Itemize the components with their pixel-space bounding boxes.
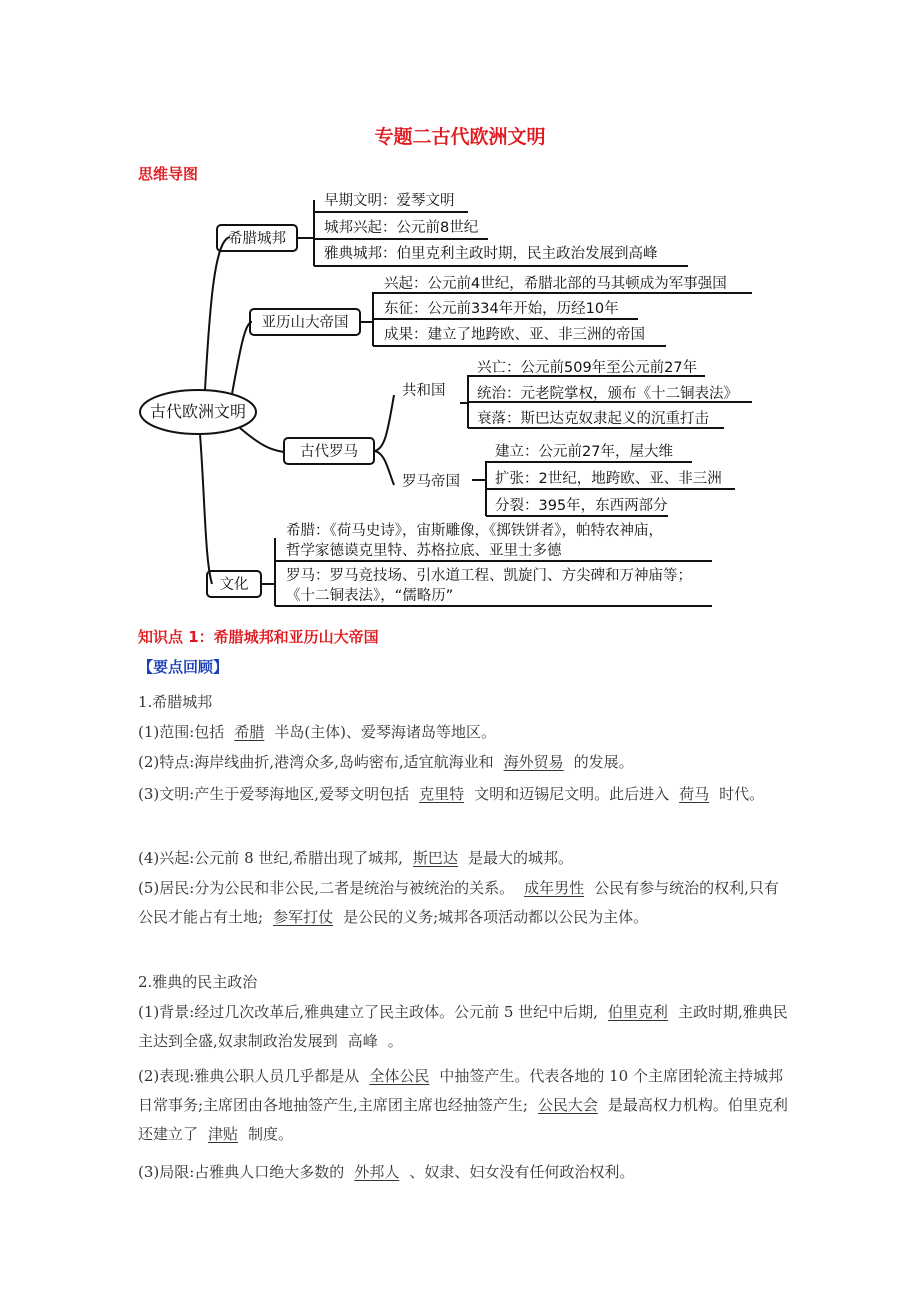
answer-blank: 津贴 bbox=[208, 1125, 239, 1143]
sec2-p2: (2)表现:雅典公职人员几乎都是从 全体公民 中抽签产生。代表各地的 10 个主席团轮流主持城邦日常事务;主席团由各地抽签产生,主席团主席也经抽签产生; 公民大会 是最高权力机构。伯里克利还建立了 津贴 制度。 bbox=[138, 1067, 788, 1143]
mindmap-heading: 思维导图 bbox=[138, 165, 199, 183]
empire-label: 罗马帝国 bbox=[402, 474, 460, 490]
sec2-p1: (1)背景:经过几次改革后,雅典建立了民主政体。公元前 5 世纪中后期, 伯里克利 主政时期,雅典民主达到全盛,奴隶制政治发展到 高峰 。 bbox=[138, 1003, 788, 1050]
empire-item-0: 建立：公元前27年，屋大维 bbox=[495, 444, 673, 460]
sec2-title: 2.雅典的民主政治 bbox=[138, 973, 258, 991]
answer-blank: 全体公民 bbox=[369, 1067, 430, 1085]
conn-alexander bbox=[232, 322, 252, 394]
sec1-p3: (3)文明:产生于爱琴海地区,爱琴文明包括 克里特 文明和迈锡尼文明。此后进入 荷马 时代。 bbox=[138, 785, 765, 803]
sec1-p2: (2)特点:海岸线曲折,港湾众多,岛屿密布,适宜航海业和 海外贸易 的发展。 bbox=[138, 753, 634, 771]
alexander-label: 亚历山大帝国 bbox=[261, 315, 349, 331]
empire-item-2: 分裂：395年，东西两部分 bbox=[495, 498, 668, 514]
conn-culture bbox=[200, 434, 212, 584]
alexander-item-0: 兴起：公元前4世纪，希腊北部的马其顿成为军事强国 bbox=[384, 276, 727, 292]
culture-greek-0: 希腊：《荷马史诗》，宙斯雕像，《掷铁饼者》，帕特农神庙， bbox=[286, 523, 663, 539]
review-heading: 【要点回顾】 bbox=[138, 658, 229, 676]
culture-roman-0: 罗马：罗马竞技场、引水道工程、凯旋门、方尖碑和万神庙等； bbox=[286, 568, 692, 584]
culture-roman-1: 《十二铜表法》，“儒略历” bbox=[286, 588, 454, 604]
mind-map bbox=[0, 0, 920, 620]
answer-blank: 海外贸易 bbox=[503, 753, 564, 771]
republic-label: 共和国 bbox=[402, 383, 446, 399]
sec1-title: 1.希腊城邦 bbox=[138, 693, 213, 711]
empire-item-1: 扩张：2世纪，地跨欧、亚、非三洲 bbox=[495, 471, 722, 487]
page-title: 专题二古代欧洲文明 bbox=[374, 126, 546, 148]
alexander-item-2: 成果：建立了地跨欧、亚、非三洲的帝国 bbox=[384, 327, 645, 343]
culture-greek-1: 哲学家德谟克里特、苏格拉底、亚里士多德 bbox=[286, 543, 562, 559]
republic-item-1: 统治：元老院掌权，颁布《十二铜表法》 bbox=[477, 386, 738, 402]
greece-item-2: 雅典城邦：伯里克利主政时期，民主政治发展到高峰 bbox=[324, 246, 658, 262]
answer-blank: 伯里克利 bbox=[607, 1003, 668, 1021]
greece-label: 希腊城邦 bbox=[228, 231, 286, 247]
republic-item-2: 衰落：斯巴达克奴隶起义的沉重打击 bbox=[477, 411, 709, 427]
answer-blank: 高峰 bbox=[347, 1032, 378, 1050]
answer-blank: 外邦人 bbox=[354, 1163, 400, 1181]
conn-rome bbox=[240, 428, 284, 452]
alexander-item-1: 东征：公元前334年开始，历经10年 bbox=[384, 301, 619, 317]
answer-blank: 参军打仗 bbox=[273, 908, 334, 926]
culture-label: 文化 bbox=[219, 577, 249, 593]
republic-item-0: 兴亡：公元前509年至公元前27年 bbox=[477, 360, 698, 376]
rome-label: 古代罗马 bbox=[300, 444, 358, 460]
answer-blank: 公民大会 bbox=[537, 1096, 598, 1114]
conn-greece bbox=[205, 237, 230, 390]
answer-blank: 希腊 bbox=[234, 723, 265, 741]
sec1-p1: (1)范围:包括 希腊 半岛(主体)、爱琴海诸岛等地区。 bbox=[138, 723, 497, 741]
greece-item-1: 城邦兴起：公元前8世纪 bbox=[324, 220, 479, 236]
sec2-p3: (3)局限:占雅典人口绝大多数的 外邦人 、奴隶、妇女没有任何政治权利。 bbox=[138, 1163, 635, 1181]
greece-item-0: 早期文明：爱琴文明 bbox=[324, 193, 455, 209]
answer-blank: 成年男性 bbox=[524, 879, 585, 897]
sec1-p5: (5)居民:分为公民和非公民,二者是统治与被统治的关系。 成年男性 公民有参与统治的权利,只有公民才能占有土地; 参军打仗 是公民的义务;城邦各项活动都以公民为主体。 bbox=[138, 879, 779, 926]
sec1-p4: (4)兴起:公元前 8 世纪,希腊出现了城邦, 斯巴达 是最大的城邦。 bbox=[138, 849, 573, 867]
root-label: 古代欧洲文明 bbox=[149, 402, 247, 421]
answer-blank: 荷马 bbox=[679, 785, 710, 803]
answer-blank: 克里特 bbox=[419, 785, 465, 803]
answer-blank: 斯巴达 bbox=[412, 849, 458, 867]
kp1-heading: 知识点 1：希腊城邦和亚历山大帝国 bbox=[138, 628, 379, 646]
